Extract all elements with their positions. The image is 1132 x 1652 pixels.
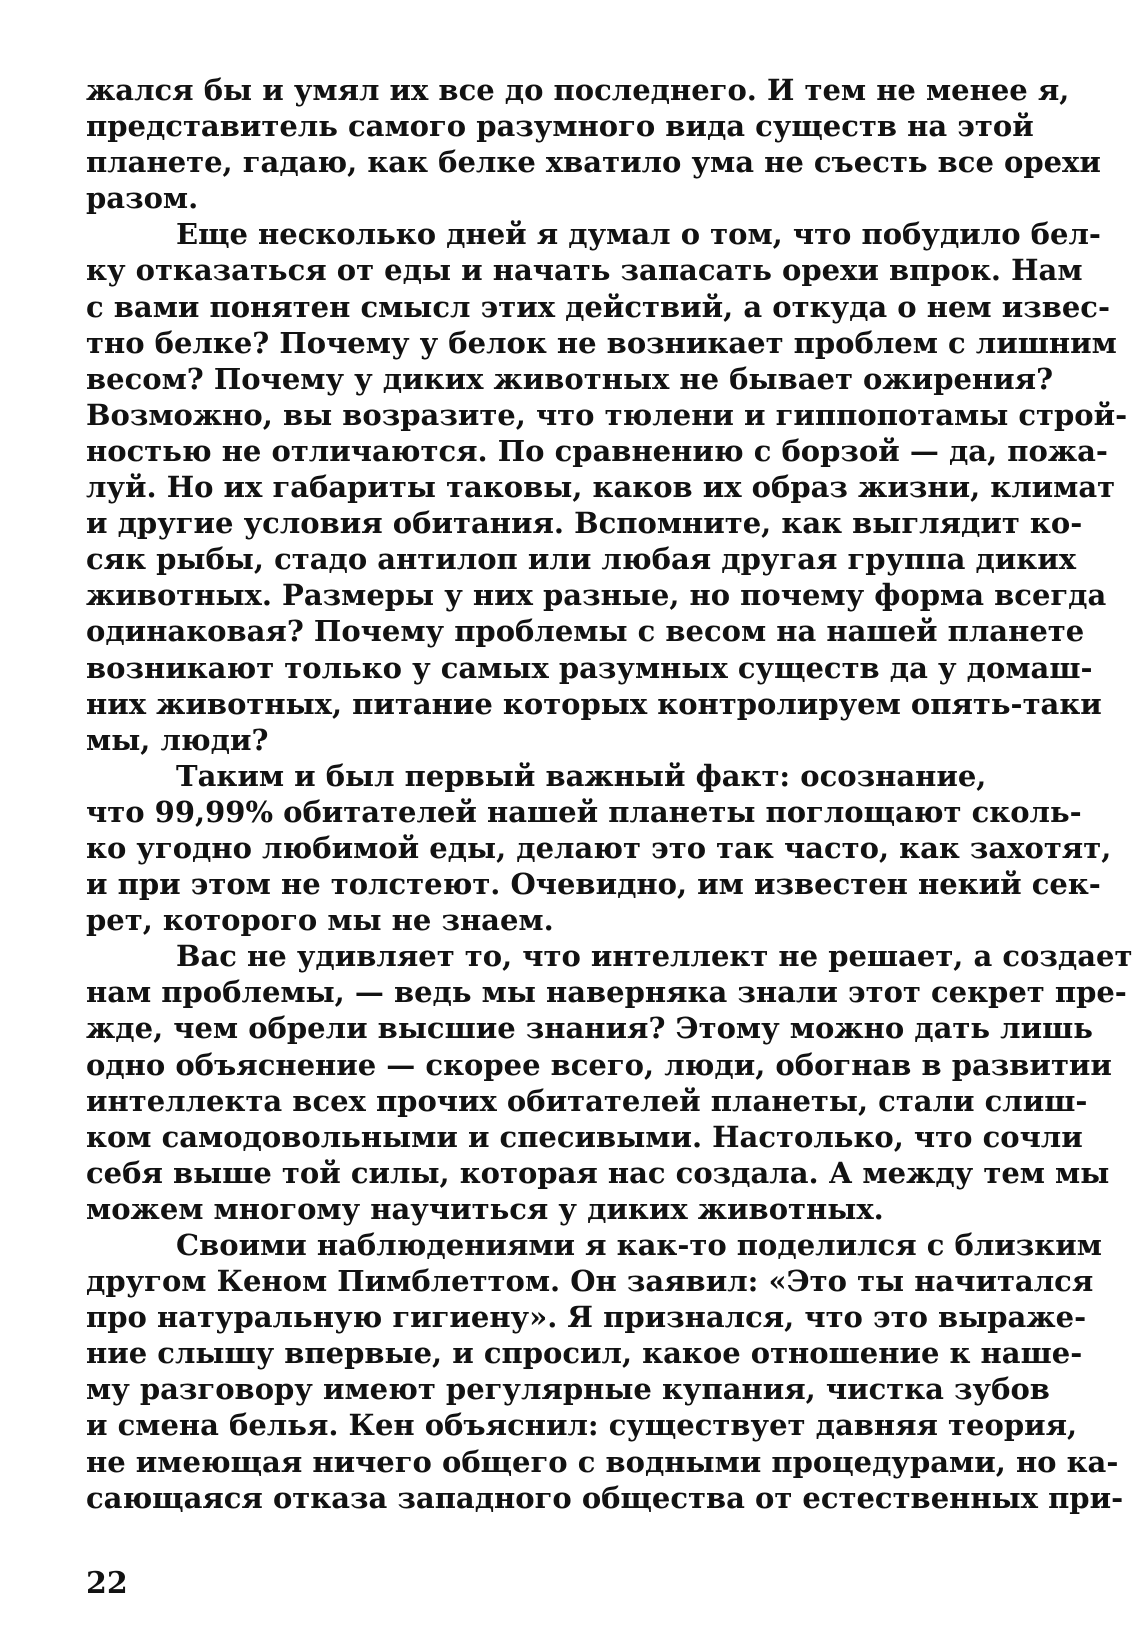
text-line: про натуральную гигиену». Я признался, что это выраже- (86, 1300, 1087, 1335)
text-line: Таким и был первый важный факт: осознание, (176, 758, 987, 793)
text-line: возникают только у самых разумных существ да у домаш- (86, 650, 1093, 685)
text-line: жался бы и умял их все до последнего. И тем не менее я, (86, 73, 1070, 107)
paragraph (86, 938, 1132, 1227)
text-line: Возможно, вы возразите, что тюлени и гиппопотамы строй- (86, 397, 1128, 432)
text-line: ком самодовольными и спесивыми. Настолько, что сочли (86, 1119, 1083, 1154)
text-line: тно белке? Почему у белок не возникает проблем с лишним (86, 325, 1117, 360)
text-line: Вас не удивляет то, что интеллект не решает, а создает (176, 939, 1132, 974)
text-line: нам проблемы, — ведь мы наверняка знали этот секрет пре- (86, 975, 1127, 1010)
text-line: одинаковая? Почему проблемы с весом на нашей планете (86, 614, 1085, 649)
text-line: ние слышу впервые, и спросил, какое отношение к наше- (86, 1336, 1083, 1371)
text-line: ностью не отличаются. По сравнению с борзой — да, пожа- (86, 433, 1108, 468)
paragraph (86, 758, 1112, 938)
body-text (86, 72, 1132, 1516)
text-line: Еще несколько дней я думал о том, что побудило бел- (176, 217, 1101, 252)
text-line: одно объяснение — скорее всего, люди, обогнав в развитии (86, 1047, 1112, 1082)
text-line: рет, которого мы не знаем. (86, 903, 554, 938)
page-number: 22 (86, 1566, 128, 1601)
text-line: интеллекта всех прочих обитателей планеты, стали слиш- (86, 1083, 1088, 1118)
text-line: сающаяся отказа западного общества от естественных при- (86, 1480, 1124, 1515)
text-line: и при этом не толстеют. Очевидно, им известен некий сек- (86, 867, 1101, 902)
text-line: мы, люди? (86, 722, 269, 757)
text-line: и другие условия обитания. Вспомните, как выглядит ко- (86, 506, 1083, 541)
text-line: животных. Размеры у них разные, но почему форма всегда (86, 578, 1107, 613)
paragraph (86, 1227, 1124, 1516)
text-line: ку отказаться от еды и начать запасать орехи впрок. Нам (86, 253, 1083, 288)
text-line: можем многому научиться у диких животных. (86, 1191, 884, 1226)
text-line: другом Кеном Пимблеттом. Он заявил: «Это ты начитался (86, 1264, 1094, 1299)
text-line: жде, чем обрели высшие знания? Этому можно дать лишь (86, 1011, 1093, 1046)
text-line: планете, гадаю, как белке хватило ума не съесть все орехи (86, 145, 1101, 180)
text-line: них животных, питание которых контролируем опять-таки (86, 686, 1102, 721)
text-line: себя выше той силы, которая нас создала. А между тем мы (86, 1155, 1110, 1190)
text-line: и смена белья. Кен объяснил: существует давняя теория, (86, 1408, 1078, 1443)
text-line: луй. Но их габариты таковы, каков их образ жизни, климат (86, 470, 1116, 505)
text-line: что 99,99% обитателей нашей планеты поглощают сколь- (86, 794, 1082, 829)
text-line: не имеющая ничего общего с водными процедурами, но ка- (86, 1444, 1119, 1479)
paragraph (86, 72, 1101, 216)
text-line: Своими наблюдениями я как-то поделился с близким (176, 1228, 1102, 1262)
text-line: разом. (86, 181, 199, 216)
text-line: сяк рыбы, стадо антилоп или любая другая группа диких (86, 542, 1077, 577)
paragraph (86, 216, 1128, 757)
text-line: с вами понятен смысл этих действий, а откуда о нем извес- (86, 289, 1111, 324)
text-line: му разговору имеют регулярные купания, чистка зубов (86, 1372, 1050, 1407)
text-line: ко угодно любимой еды, делают это так часто, как захотят, (86, 830, 1112, 865)
text-line: весом? Почему у диких животных не бывает ожирения? (86, 361, 1054, 396)
text-line: представитель самого разумного вида существ на этой (86, 109, 1034, 144)
